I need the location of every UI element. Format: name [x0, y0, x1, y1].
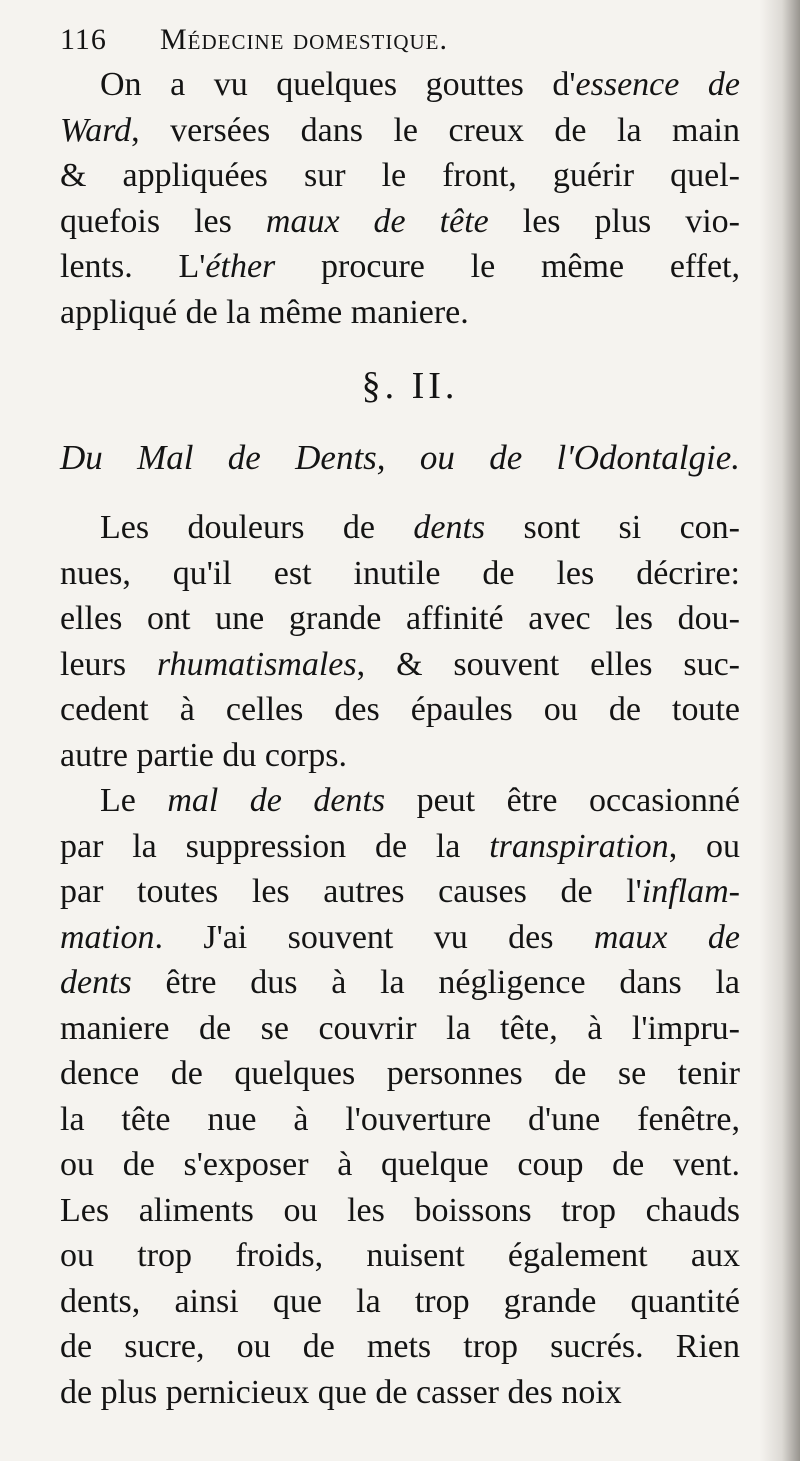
text-line — [60, 1370, 740, 1416]
running-head — [60, 18, 740, 62]
text-line — [60, 824, 740, 870]
page-gutter-shadow — [760, 0, 800, 1461]
text-line — [60, 733, 740, 779]
text-run: leurs — [60, 645, 158, 683]
text-line — [60, 1142, 740, 1188]
text-run: dents, ainsi que la trop grande quantité — [60, 1282, 740, 1320]
text-run: lents. L' — [60, 248, 206, 285]
text-run: la tête nue à l'ouverture d'une fenêtre, — [60, 1100, 740, 1138]
text-run: cedent à celles des épaules ou de toute — [60, 691, 740, 728]
paragraph-3 — [60, 778, 740, 1415]
italic-text-run: éther — [205, 248, 276, 285]
text-line — [60, 290, 740, 336]
text-line — [60, 551, 740, 597]
text-run: être dus à la négligence dans la — [131, 964, 740, 1001]
text-run: , ou — [668, 827, 740, 865]
text-line — [60, 596, 740, 642]
text-line — [60, 1006, 740, 1052]
section-mark: §. II. — [361, 365, 459, 407]
italic-text-run: rhumatismales — [157, 645, 357, 683]
text-run: les plus vio- — [488, 202, 740, 240]
text-line — [60, 1233, 740, 1279]
text-run: & appliquées sur le front, guérir quel- — [60, 157, 740, 194]
text-run: nues, qu'il est inutile de les décrire: — [60, 554, 740, 592]
text-run: On a vu quelques gouttes d' — [100, 66, 576, 103]
text-run: de plus pernicieux que de casser des noix — [60, 1373, 622, 1411]
italic-text-run: inflam- — [641, 873, 740, 910]
text-line — [60, 153, 740, 199]
text-line — [60, 505, 740, 551]
text-run: , & souvent elles suc- — [356, 645, 740, 683]
text-line — [60, 1051, 740, 1097]
text-line — [60, 1279, 740, 1325]
text-run: , versées dans le creux de la main — [131, 111, 740, 149]
text-run: autre partie du corps. — [60, 736, 347, 774]
text-run: dence de quelques personnes de se tenir — [60, 1055, 740, 1092]
text-run: appliqué de la même maniere. — [60, 293, 469, 331]
text-run: Le — [100, 782, 168, 819]
text-line — [60, 1188, 740, 1234]
text-line — [60, 244, 740, 290]
text-run: ou de s'exposer à quelque coup de vent. — [60, 1146, 740, 1183]
text-line — [60, 960, 740, 1006]
section-title: Du Mal de Dents, ou de l'Odontalgie. — [60, 438, 740, 477]
text-run: Les douleurs de — [100, 509, 414, 546]
paragraph-1 — [60, 62, 740, 335]
text-run: de sucre, ou de mets trop sucrés. Rien — [60, 1328, 740, 1365]
text-line — [60, 642, 740, 688]
text-run: maniere de se couvrir la tête, à l'impru- — [60, 1009, 740, 1047]
text-line — [60, 687, 740, 733]
text-line — [60, 1324, 740, 1370]
italic-text-run: maux de — [593, 918, 740, 956]
text-line — [60, 778, 740, 824]
italic-text-run: mal de dents — [167, 782, 386, 819]
paragraph-2 — [60, 505, 740, 778]
page-number: 116 — [60, 23, 107, 56]
text-line — [60, 1097, 740, 1143]
text-run: sont si con- — [485, 509, 740, 546]
text-run: quefois les — [60, 202, 266, 240]
italic-text-run: dents — [60, 964, 132, 1001]
text-line — [60, 108, 740, 154]
italic-text-run: essence de — [575, 66, 740, 103]
text-run: procure le même effet, — [275, 248, 740, 285]
text-run: par toutes les autres causes de l' — [60, 873, 642, 910]
italic-text-run: transpiration — [489, 827, 669, 865]
text-block — [60, 18, 740, 1415]
text-run: elles ont une grande affinité avec les dou- — [60, 600, 740, 637]
text-line — [60, 62, 740, 108]
text-run: ou trop froids, nuisent également aux — [60, 1237, 740, 1274]
text-run: peut être occasionné — [385, 782, 740, 819]
italic-text-run: Ward — [60, 111, 132, 149]
italic-text-run: maux de tête — [265, 202, 489, 240]
text-line — [60, 199, 740, 245]
text-run: . J'ai souvent vu des — [154, 918, 594, 956]
text-run: Les aliments ou les boissons trop chauds — [60, 1191, 740, 1229]
text-line — [60, 915, 740, 961]
text-run: par la suppression de la — [60, 827, 490, 865]
running-title: Médecine domestique. — [160, 23, 448, 56]
italic-text-run: dents — [413, 509, 486, 546]
text-line — [60, 869, 740, 915]
italic-text-run: mation — [60, 918, 155, 956]
